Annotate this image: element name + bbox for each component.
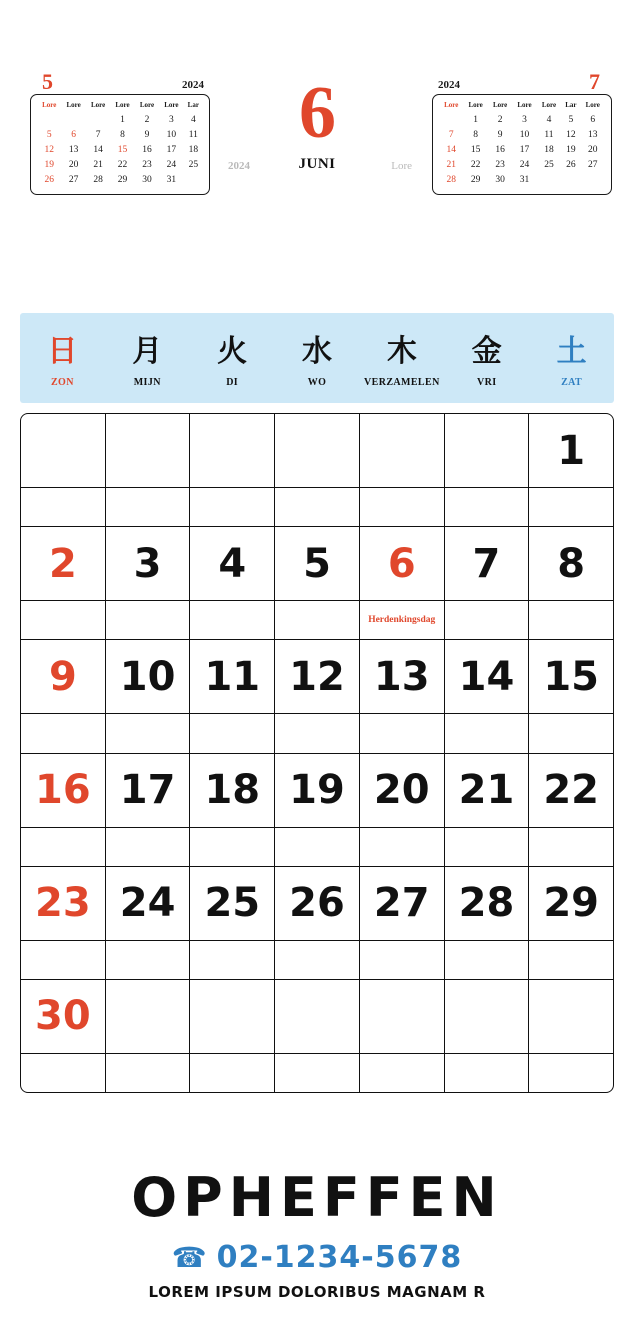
calendar-day-cell[interactable] [275, 754, 360, 866]
calendar-day-cell[interactable] [106, 980, 191, 1092]
mini-day: 26 [44, 174, 54, 185]
mini-day: 13 [588, 129, 598, 140]
weekday-roman: WO [307, 376, 327, 388]
mini-day [581, 172, 605, 187]
telephone-icon: ☎ [171, 1241, 207, 1273]
weekday-column-wed [275, 313, 360, 403]
day-number: 29 [543, 880, 599, 927]
calendar-day-cell[interactable] [21, 867, 106, 979]
day-number: 30 [35, 993, 91, 1040]
calendar-day-cell[interactable] [360, 414, 445, 526]
mini-day: 15 [470, 144, 481, 155]
calendar-day-cell[interactable] [21, 527, 106, 639]
mini-weekday: Lore [468, 101, 483, 109]
mini-day: 8 [120, 129, 125, 140]
mini-day: 16 [495, 144, 505, 155]
mini-day: 31 [166, 174, 177, 185]
weekday-kanji: 金 [471, 333, 502, 369]
mini-day: 3 [169, 114, 174, 125]
mini-day: 15 [117, 144, 128, 155]
mini-day: 6 [590, 114, 596, 125]
day-number: 21 [458, 767, 515, 814]
mini-day: 17 [166, 144, 177, 155]
next-month-mini-calendar [432, 69, 612, 195]
mini-day: 29 [117, 174, 128, 185]
day-number: 7 [472, 540, 501, 587]
mini-weekday: Lore [115, 101, 130, 109]
calendar-day-cell[interactable] [445, 414, 530, 526]
weekday-column-thu [359, 313, 444, 403]
calendar-day-cell[interactable] [360, 640, 445, 752]
mini-day: 9 [497, 129, 503, 140]
calendar-grid [20, 413, 614, 1093]
mini-weekday: Lore [541, 101, 557, 109]
calendar-day-cell[interactable] [275, 867, 360, 979]
weekday-kanji: 火 [217, 333, 248, 369]
mini-day: 4 [190, 114, 196, 125]
mini-day: 10 [519, 129, 530, 140]
mini-day: 23 [495, 159, 505, 170]
weekday-kanji: 土 [556, 333, 587, 369]
calendar-day-cell[interactable] [360, 754, 445, 866]
day-number: 26 [289, 880, 345, 927]
day-number: 12 [289, 653, 345, 700]
next-month-table-box [432, 94, 612, 195]
mini-day: 17 [519, 144, 530, 155]
mini-week-row [439, 172, 605, 187]
mini-day: 16 [142, 144, 152, 155]
calendar-day-cell[interactable] [190, 867, 275, 979]
calendar-day-cell[interactable] [106, 867, 191, 979]
mini-day: 5 [46, 129, 52, 140]
mini-day: 5 [568, 114, 574, 125]
mini-day: 25 [544, 159, 554, 170]
calendar-day-cell[interactable] [529, 640, 613, 752]
mini-day: 12 [44, 144, 54, 155]
current-month-name: JUNI [298, 156, 336, 172]
mini-day: 30 [142, 174, 152, 185]
weekday-column-sun [20, 313, 105, 403]
weekday-roman: ZAT [561, 376, 583, 388]
mini-day: 28 [446, 174, 456, 185]
day-number: 2 [48, 540, 77, 587]
calendar-day-cell[interactable] [190, 414, 275, 526]
calendar-day-cell[interactable] [275, 640, 360, 752]
mini-day: 27 [68, 174, 79, 185]
day-number: 28 [458, 880, 515, 927]
weekday-roman: DI [226, 376, 239, 388]
mini-weekday: Lar [565, 101, 577, 109]
mini-day: 6 [71, 129, 77, 140]
mini-weekday: Lore [444, 101, 459, 109]
mini-day: 4 [546, 114, 552, 125]
phone-number: 02-1234-5678 [216, 1240, 463, 1275]
calendar-day-cell[interactable] [190, 980, 275, 1092]
weekday-column-tue [190, 313, 275, 403]
calendar-day-cell[interactable] [529, 414, 613, 526]
weekday-roman: MIJN [133, 376, 161, 388]
mini-weekday: Lore [164, 101, 179, 109]
mini-day: 22 [117, 159, 128, 170]
mini-day: 13 [68, 144, 79, 155]
day-number: 20 [373, 767, 430, 814]
mini-day: 31 [519, 174, 530, 185]
calendar-week-row [21, 867, 613, 980]
contact-phone-row [0, 1240, 634, 1275]
mini-weekday: Lore [42, 101, 57, 109]
calendar-day-cell[interactable] [21, 754, 106, 866]
day-number: 4 [218, 540, 247, 587]
calendar-day-cell[interactable] [21, 980, 106, 1092]
mini-day: 8 [473, 129, 479, 140]
weekday-column-fri [444, 313, 529, 403]
brand-name: OPHEFFEN [131, 1166, 503, 1229]
calendar-day-cell[interactable] [360, 980, 445, 1092]
day-number: 5 [303, 540, 331, 587]
calendar-day-cell[interactable] [445, 527, 530, 639]
day-number: 27 [373, 880, 430, 927]
day-number: 22 [543, 767, 599, 814]
mini-day: 7 [95, 129, 101, 140]
calendar-day-cell[interactable] [275, 527, 360, 639]
day-number: 3 [133, 540, 162, 587]
mini-day: 24 [519, 159, 530, 170]
day-number: 25 [204, 880, 261, 927]
calendar-day-cell[interactable] [360, 527, 445, 639]
mini-day: 10 [166, 129, 177, 140]
next-month-year: 2024 [438, 79, 460, 91]
mini-day: 1 [473, 114, 479, 125]
weekday-header-band [20, 313, 614, 403]
mini-weekday: Lore [139, 101, 155, 109]
calendar-week-row [21, 754, 613, 867]
calendar-day-cell[interactable] [529, 527, 613, 639]
previous-month-year: 2024 [182, 79, 204, 91]
mini-day: 24 [166, 159, 177, 170]
calendar-day-cell[interactable] [106, 640, 191, 752]
day-number: 11 [204, 653, 261, 700]
weekday-kanji: 日 [47, 333, 78, 369]
weekday-roman: ZON [50, 376, 74, 388]
mini-day: 28 [93, 174, 103, 185]
day-number: 9 [48, 653, 77, 700]
next-month-number: 7 [589, 69, 600, 94]
mini-week-row [439, 142, 605, 157]
day-note: Herdenkingsdag [368, 614, 436, 625]
mini-weekday: Lore [90, 101, 106, 109]
mini-day: 26 [566, 159, 576, 170]
weekday-roman: VERZAMELEN [364, 376, 440, 388]
mini-day: 22 [470, 159, 481, 170]
day-number: 23 [35, 880, 91, 927]
mini-day: 18 [544, 144, 554, 155]
calendar-day-cell[interactable] [529, 867, 613, 979]
mini-day: 23 [142, 159, 152, 170]
mini-weekday: Lore [517, 101, 532, 109]
calendar-day-cell[interactable] [529, 754, 613, 866]
mini-day: 12 [566, 129, 576, 140]
mini-day [537, 172, 561, 187]
weekday-kanji: 水 [302, 333, 332, 369]
calendar-day-cell[interactable] [529, 980, 613, 1092]
calendar-day-cell[interactable] [106, 754, 191, 866]
next-month-table [439, 100, 605, 187]
weekday-column-mon [105, 313, 190, 403]
calendar-day-cell[interactable] [106, 414, 191, 526]
calendar-day-cell[interactable] [190, 754, 275, 866]
calendar-week-row [21, 640, 613, 753]
mini-day: 2 [144, 114, 150, 125]
calendar-day-cell[interactable] [106, 527, 191, 639]
mini-day: 19 [566, 144, 576, 155]
day-number: 10 [119, 653, 176, 700]
footer-tagline: LOREM IPSUM DOLORIBUS MAGNAM R [148, 1283, 486, 1301]
mini-day: 9 [144, 129, 150, 140]
mini-week-row [439, 112, 605, 127]
mini-weekday: Lore [492, 101, 508, 109]
mini-day: 3 [522, 114, 527, 125]
calendar-day-cell[interactable] [21, 640, 106, 752]
day-number: 6 [387, 540, 416, 587]
calendar-day-cell[interactable] [21, 414, 106, 526]
mini-weekday: Lore [66, 101, 81, 109]
mini-week-row [439, 157, 605, 172]
mini-day [439, 112, 463, 127]
mini-day [561, 172, 580, 187]
calendar-day-cell[interactable] [275, 414, 360, 526]
calendar-day-cell[interactable] [360, 867, 445, 979]
footer [0, 1168, 634, 1301]
calendar-day-cell[interactable] [275, 980, 360, 1092]
day-number: 14 [458, 653, 515, 700]
mini-day: 7 [448, 129, 454, 140]
mini-day: 14 [446, 144, 456, 155]
day-number: 18 [204, 767, 261, 814]
mini-day: 19 [44, 159, 54, 170]
calendar-week-row [21, 527, 613, 640]
mini-day: 14 [93, 144, 103, 155]
day-number: 17 [119, 767, 176, 814]
day-number: 15 [543, 653, 599, 700]
calendar-week-row [21, 980, 613, 1092]
day-number: 8 [557, 540, 586, 587]
mini-day: 21 [446, 159, 456, 170]
mini-day: 30 [495, 174, 505, 185]
weekday-column-sat [529, 313, 614, 403]
current-month-number: 6 [299, 72, 335, 154]
day-number: 24 [119, 880, 176, 927]
weekday-roman: VRI [476, 376, 497, 388]
mini-day: 11 [188, 129, 198, 140]
mini-day: 21 [93, 159, 103, 170]
day-number: 13 [373, 653, 430, 700]
day-number: 19 [289, 767, 345, 814]
calendar-week-row [21, 414, 613, 527]
mini-day: 29 [470, 174, 481, 185]
weekday-kanji: 木 [386, 333, 417, 369]
mini-day: 1 [120, 114, 125, 125]
mini-week-row [439, 127, 605, 142]
mini-day: 25 [188, 159, 199, 170]
previous-month-number: 5 [42, 69, 53, 94]
calendar-day-cell[interactable] [445, 867, 530, 979]
weekday-kanji: 月 [132, 333, 163, 369]
mini-day: 20 [68, 159, 79, 170]
calendar-day-cell[interactable] [190, 527, 275, 639]
day-number: 1 [557, 427, 586, 474]
current-month-year: 2024 [228, 160, 250, 172]
mini-weekday: Lar [187, 101, 199, 109]
mini-day: 27 [588, 159, 598, 170]
day-number: 16 [35, 767, 91, 814]
calendar-day-cell[interactable] [445, 640, 530, 752]
mini-weekday: Lore [585, 101, 600, 109]
mini-day: 2 [497, 114, 503, 125]
mini-day: 20 [588, 144, 598, 155]
calendar-day-cell[interactable] [190, 640, 275, 752]
mini-day: 11 [544, 129, 554, 140]
next-month-header [432, 69, 612, 94]
top-mini-calendars [0, 58, 634, 228]
next-month-weekday-row [439, 100, 605, 112]
mini-day: 18 [188, 144, 199, 155]
current-month-side-label: Lore [391, 160, 412, 172]
calendar-day-cell[interactable] [445, 754, 530, 866]
calendar-day-cell[interactable] [445, 980, 530, 1092]
